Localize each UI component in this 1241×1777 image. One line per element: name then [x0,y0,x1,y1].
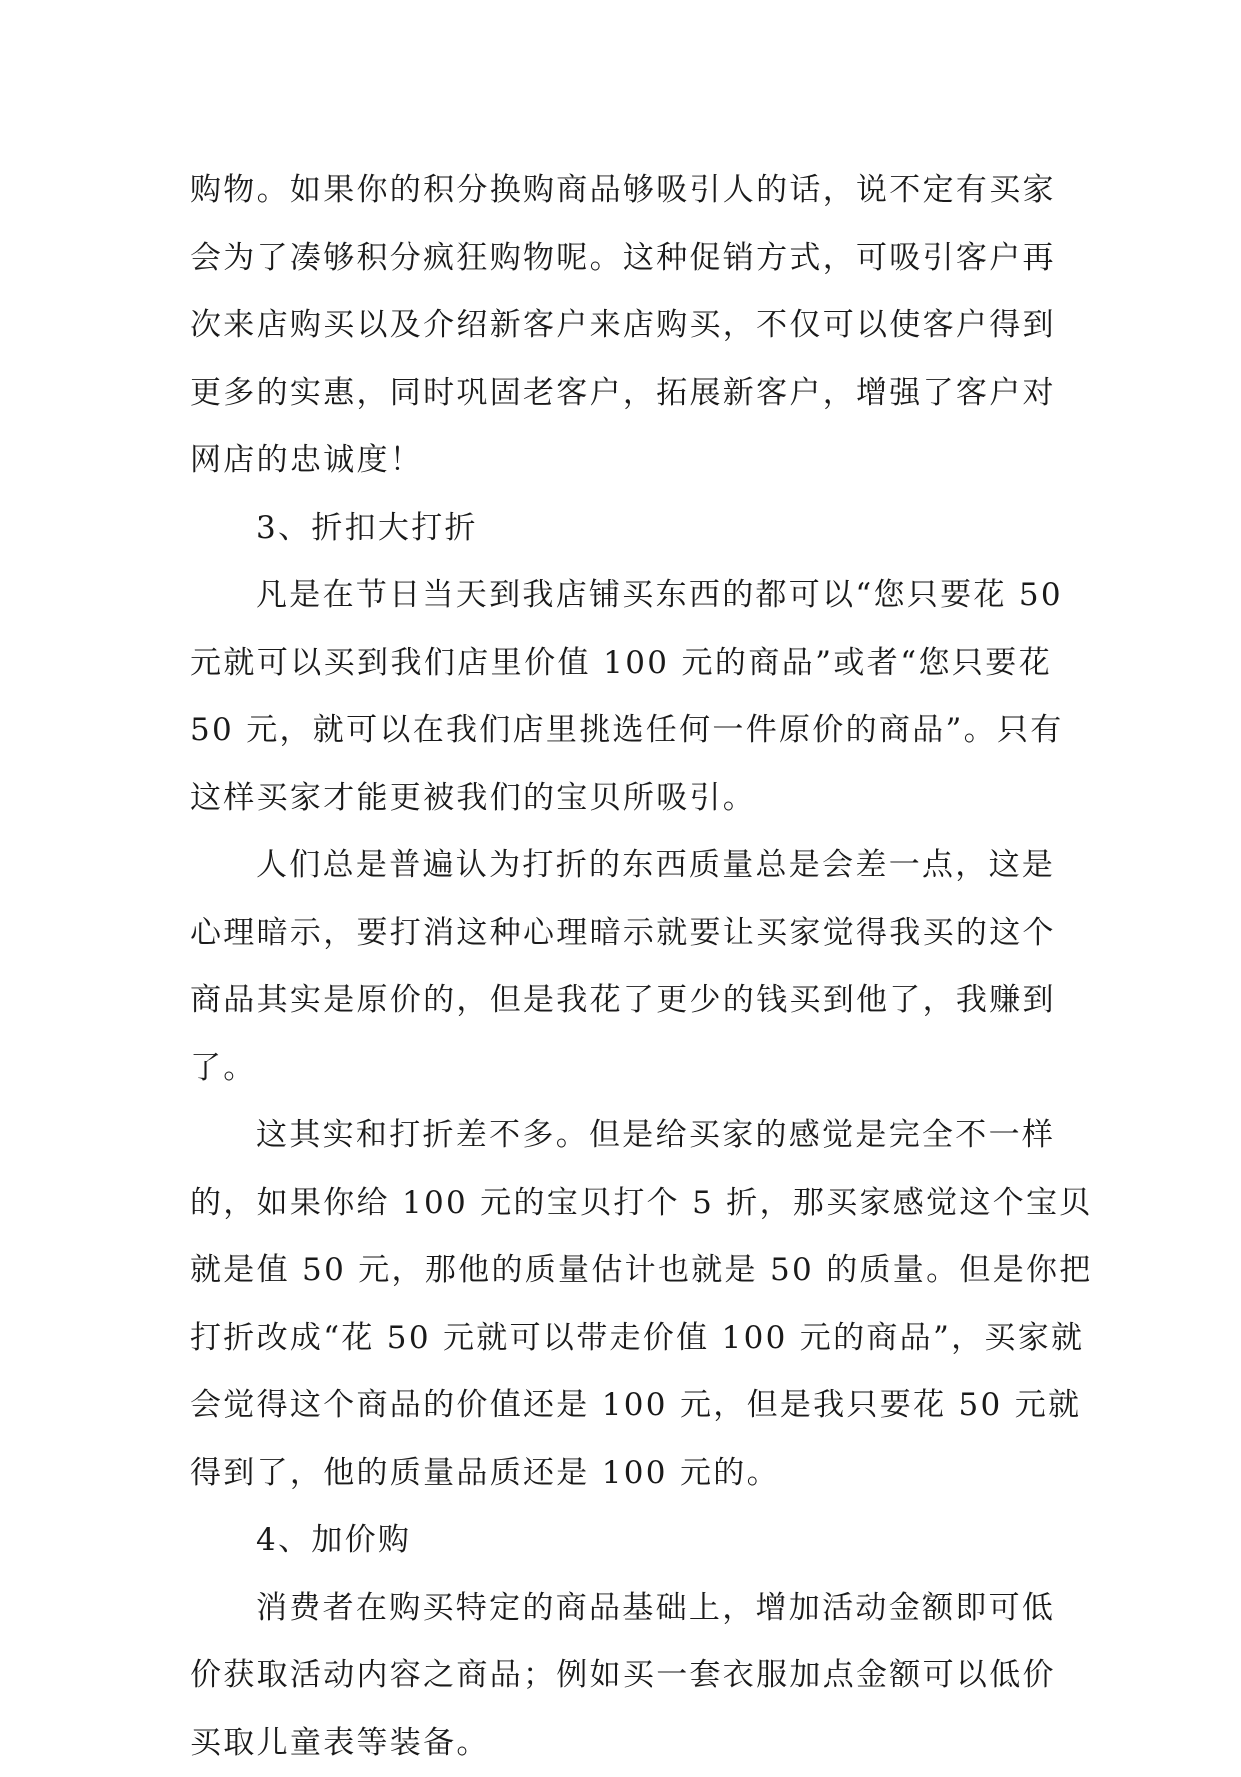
document-body [190,157,1052,1777]
heading-text: 4、加价购 [190,1507,1052,1575]
text-line: 就是值 50 元，那他的质量估计也就是 50 的质量。但是你把 [190,1237,1052,1305]
text-line: 会觉得这个商品的价值还是 100 元，但是我只要花 50 元就 [190,1372,1052,1440]
text-line: 得到了，他的质量品质还是 100 元的。 [190,1440,1052,1508]
text-line: 这其实和打折差不多。但是给买家的感觉是完全不一样 [190,1102,1052,1170]
text-line: 元就可以买到我们店里价值 100 元的商品”或者“您只要花 [190,630,1052,698]
text-line: 凡是在节日当天到我店铺买东西的都可以“您只要花 50 [190,562,1052,630]
text-line: 消费者在购买特定的商品基础上，增加活动金额即可低 [190,1575,1052,1643]
paragraph-discount-comparison [190,1102,1052,1507]
text-line: 次来店购买以及介绍新客户来店购买，不仅可以使客户得到 [190,292,1052,360]
text-line: 打折改成“花 50 元就可以带走价值 100 元的商品”，买家就 [190,1305,1052,1373]
text-line: 更多的实惠，同时巩固老客户，拓展新客户，增强了客户对 [190,360,1052,428]
text-line: 50 元，就可以在我们店里挑选任何一件原价的商品”。只有 [190,697,1052,765]
text-line: 心理暗示，要打消这种心理暗示就要让买家觉得我买的这个 [190,900,1052,968]
section-heading-discount [190,495,1052,563]
text-line: 商品其实是原价的，但是我花了更少的钱买到他了，我赚到 [190,967,1052,1035]
text-line: 人们总是普遍认为打折的东西质量总是会差一点，这是 [190,832,1052,900]
text-line: 网店的忠诚度！ [190,427,1052,495]
text-line: 会为了凑够积分疯狂购物呢。这种促销方式，可吸引客户再 [190,225,1052,293]
paragraph-discount-offer [190,562,1052,832]
paragraph-discount-psychology [190,832,1052,1102]
text-line: 了。 [190,1035,1052,1103]
text-line: 价获取活动内容之商品；例如买一套衣服加点金额可以低价 [190,1642,1052,1710]
paragraph-add-price [190,1575,1052,1777]
section-heading-add-price [190,1507,1052,1575]
heading-text: 3、折扣大打折 [190,495,1052,563]
text-line: 的，如果你给 100 元的宝贝打个 5 折，那买家感觉这个宝贝 [190,1170,1052,1238]
text-line: 购物。如果你的积分换购商品够吸引人的话，说不定有买家 [190,157,1052,225]
text-line: 这样买家才能更被我们的宝贝所吸引。 [190,765,1052,833]
paragraph-points-intro [190,157,1052,495]
text-line: 买取儿童表等装备。 [190,1710,1052,1777]
